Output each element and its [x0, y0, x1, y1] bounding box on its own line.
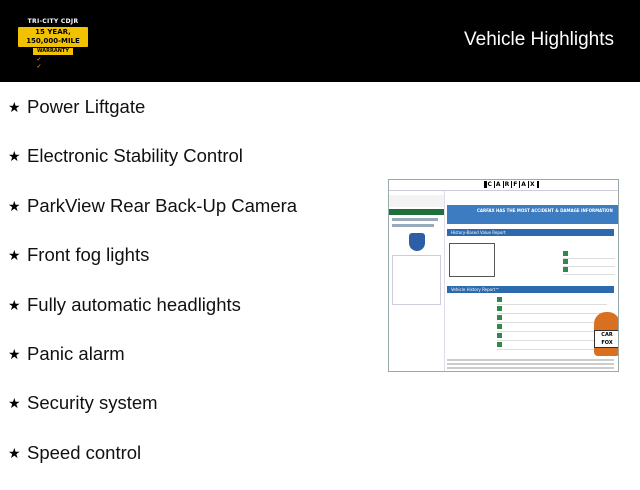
row-item: [563, 259, 615, 267]
list-item: [8, 95, 297, 144]
highlight-label: Electronic Stability Control: [27, 145, 243, 167]
sidebar-line: [392, 224, 434, 227]
badge-check-icons: ✓ ✓: [36, 56, 70, 70]
badge-dealer-name: TRI-CITY CDJR: [27, 18, 79, 25]
dealer-card: [392, 255, 441, 305]
list-item: [8, 144, 297, 193]
highlight-label: Panic alarm: [27, 342, 125, 364]
star-icon: ★: [8, 247, 21, 264]
sidebar-line: [389, 195, 444, 207]
star-icon: ★: [8, 395, 21, 412]
highlight-label: Power Liftgate: [27, 96, 146, 117]
list-item: [8, 391, 297, 440]
list-item: [8, 342, 297, 391]
list-item: [8, 293, 297, 342]
row-item: [563, 251, 615, 259]
carfax-sidebar: [389, 191, 445, 372]
star-icon: ★: [8, 148, 21, 165]
highlight-label: Fully automatic headlights: [27, 293, 241, 315]
carfax-seal-icon: [409, 233, 425, 251]
list-item: [8, 194, 297, 243]
row-item: [497, 342, 607, 350]
badge-warranty-label: WARRANTY: [33, 48, 73, 55]
row-item: [497, 315, 607, 323]
carfax-banner: CARFAX HAS THE MOST ACCIDENT & DAMAGE INFORMATION: [447, 205, 618, 224]
carfax-report-thumbnail[interactable]: [388, 179, 619, 372]
history-report-bar: Vehicle History Report™: [447, 286, 614, 293]
highlights-list: [8, 95, 297, 490]
page-title: Vehicle Highlights: [464, 29, 614, 50]
badge-warranty-term: 15 YEAR, 150,000-MILE: [18, 27, 88, 47]
value-report-bar: History-Based Value Report: [447, 229, 614, 236]
value-chart-box: [449, 243, 495, 277]
star-icon: ★: [8, 345, 21, 362]
list-item: [8, 441, 297, 490]
list-item: [8, 243, 297, 292]
sidebar-active-item: [389, 209, 444, 215]
carfox-mascot-icon: [594, 312, 619, 356]
star-icon: ★: [8, 197, 21, 214]
star-icon: ★: [8, 296, 21, 313]
carfax-topbar: [389, 180, 618, 191]
header-bar: [0, 0, 640, 82]
row-item: [497, 306, 607, 314]
warranty-badge-logo: [18, 18, 88, 70]
highlight-label: Front fog lights: [27, 244, 150, 266]
carfox-sign: CAR FOX: [594, 330, 619, 348]
row-item: [497, 333, 607, 341]
sidebar-line: [392, 218, 438, 221]
highlight-label: ParkView Rear Back-Up Camera: [27, 194, 298, 216]
highlight-label: Security system: [27, 392, 158, 414]
highlight-label: Speed control: [27, 441, 142, 463]
row-item: [497, 297, 607, 305]
star-icon: ★: [8, 99, 21, 115]
row-item: [563, 267, 615, 275]
report-footer: [447, 357, 614, 367]
row-item: [497, 324, 607, 332]
carfax-main: [447, 191, 618, 371]
star-icon: ★: [8, 444, 21, 461]
carfax-logo: C A R F A X: [484, 181, 539, 188]
